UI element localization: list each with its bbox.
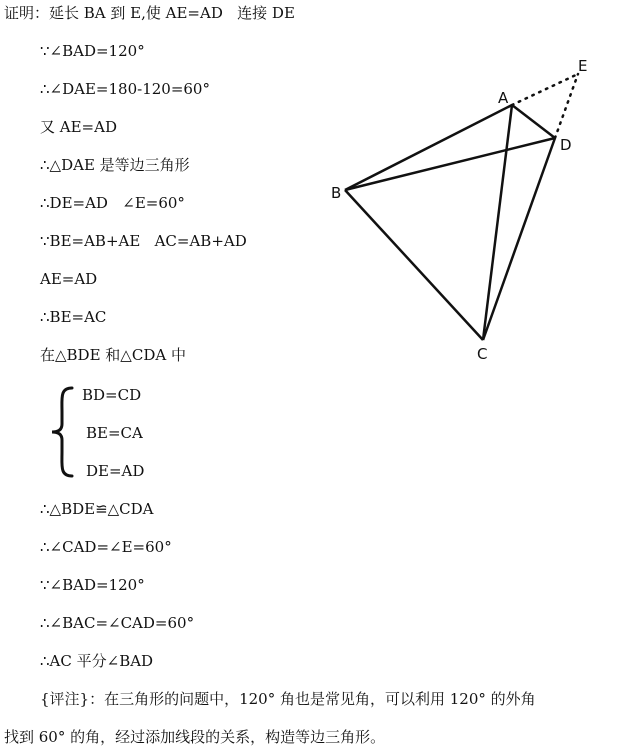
proof-line-8: ∴BE=AC <box>40 308 107 326</box>
vertex-label-a: A <box>498 89 509 107</box>
proof-line-14: ∴AC 平分∠BAD <box>40 652 154 670</box>
segment-bd <box>345 138 555 190</box>
vertex-label-e: E <box>578 57 588 75</box>
comment-line-2: 找到 60° 的角，经过添加线段的关系，构造等边三角形。 <box>4 728 386 746</box>
segment-bc <box>345 190 483 340</box>
proof-line-6: ∵BE=AB+AE AC=AB+AD <box>40 232 247 250</box>
proof-line-1: ∵∠BAD=120° <box>40 42 145 60</box>
proof-line-10: ∴△BDE≌△CDA <box>40 500 154 518</box>
vertex-label-b: B <box>331 184 342 202</box>
proof-line-7: AE=AD <box>40 270 98 288</box>
segment-cd <box>483 138 555 340</box>
left-brace <box>46 386 76 478</box>
proof-line-5: ∴DE=AD ∠E=60° <box>40 194 185 212</box>
vertex-label-c: C <box>477 345 488 363</box>
proof-line-12: ∵∠BAD=120° <box>40 576 145 594</box>
proof-line-3: 又 AE=AD <box>40 118 117 136</box>
comment-line-1: {评注}：在三角形的问题中，120° 角也是常见角，可以利用 120° 的外角 <box>40 690 536 708</box>
segment-ad <box>512 105 555 138</box>
segment-ac <box>483 105 512 340</box>
vertex-label-d: D <box>560 136 572 154</box>
proof-line-9: 在△BDE 和△CDA 中 <box>40 346 186 364</box>
system-line-2: BE=CA <box>86 424 143 442</box>
dotted-segment-de <box>555 74 578 138</box>
proof-line-2: ∴∠DAE=180-120=60° <box>40 80 210 98</box>
proof-line-11: ∴∠CAD=∠E=60° <box>40 538 172 556</box>
proof-intro: 证明：延长 BA 到 E,使 AE=AD 连接 DE <box>4 4 295 22</box>
system-line-3: DE=AD <box>86 462 145 480</box>
proof-line-4: ∴△DAE 是等边三角形 <box>40 156 190 174</box>
proof-line-13: ∴∠BAC=∠CAD=60° <box>40 614 195 632</box>
segment-ab <box>345 105 512 190</box>
geometry-figure <box>320 50 620 370</box>
system-line-1: BD=CD <box>82 386 142 404</box>
